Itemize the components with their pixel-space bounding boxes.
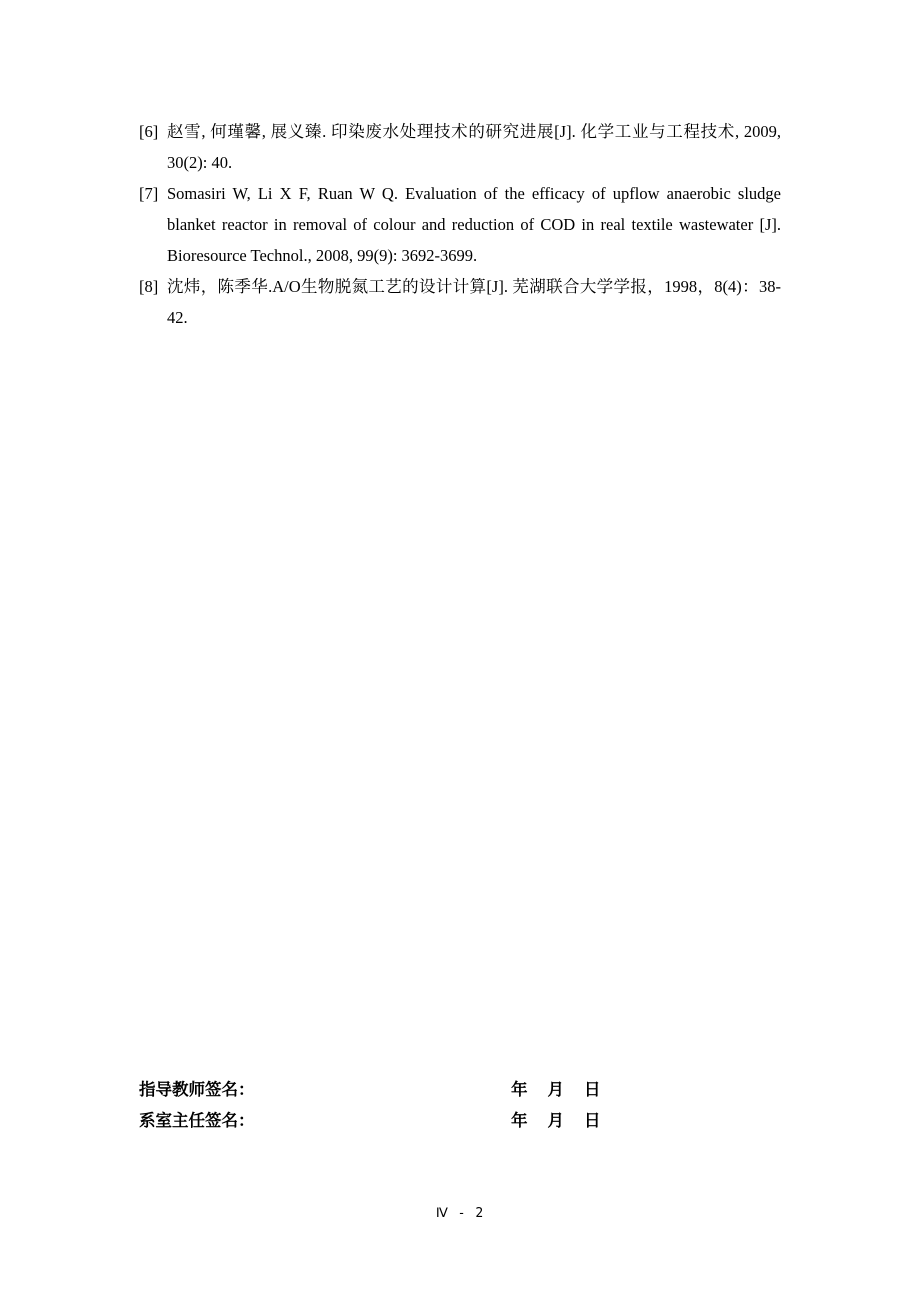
year-label: 年 [511, 1111, 528, 1130]
month-label: 月 [547, 1111, 564, 1130]
day-label: 日 [584, 1080, 601, 1099]
day-label: 日 [584, 1111, 601, 1130]
reference-number: [8] [139, 277, 159, 296]
reference-item-7 [139, 178, 781, 271]
reference-text: Somasiri W, Li X F, Ruan W Q. Evaluation of the efficacy of upflow anaerobic sludge blanket reactor in removal of colour and reduction of COD in real textile wastewater [J]. Bioresource Technol., 2008, 99(9): 3692-3699. [167, 184, 781, 265]
reference-text: 沈炜，陈季华.A/O生物脱氮工艺的设计计算[J]. 芜湖联合大学学报，1998，8(4)：38-42. [167, 277, 781, 327]
director-signature-label: 系室主任签名： [139, 1111, 255, 1130]
reference-item-6 [139, 116, 781, 178]
reference-number: [7] [139, 184, 159, 203]
reference-number: [6] [139, 122, 159, 141]
advisor-signature-date [511, 1074, 601, 1105]
advisor-signature-label: 指导教师签名： [139, 1080, 255, 1099]
page-number: Ⅳ - 2 [435, 1206, 485, 1221]
director-signature-row [139, 1105, 639, 1136]
advisor-signature-row [139, 1074, 639, 1105]
month-label: 月 [547, 1080, 564, 1099]
reference-text: 赵雪, 何瑾馨, 展义臻. 印染废水处理技术的研究进展[J]. 化学工业与工程技术, 2009, 30(2): 40. [167, 122, 781, 172]
signature-block [139, 1074, 639, 1136]
reference-list [139, 116, 781, 333]
reference-item-8 [139, 271, 781, 333]
year-label: 年 [511, 1080, 528, 1099]
director-signature-date [511, 1105, 601, 1136]
